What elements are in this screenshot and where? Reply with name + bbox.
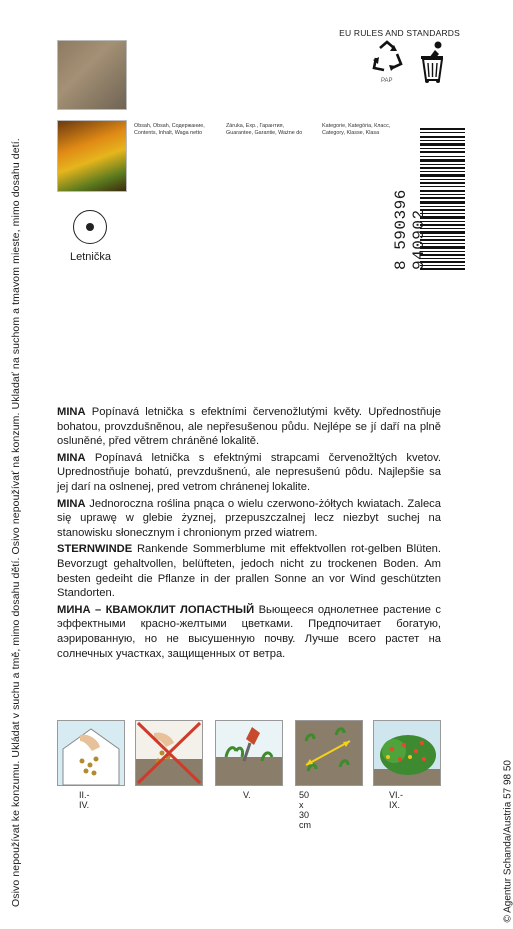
annual-label: Letnička	[70, 251, 111, 263]
desc-pl-text: Jednoroczna roślina pnąca o wielu czerwono-żółtych kwiatach. Zaleca się uprawę w glebie żyznej, przepuszczalnej lecz niezbyt suchej na stanowisku słonecznym i chronionym przed wiatrem.	[57, 497, 441, 539]
flowering-period-label: VI.-IX.	[389, 790, 404, 810]
desc-cz	[57, 405, 441, 449]
desc-cz-text: Popínavá letnička s efektními červenožlutými květy. Upřednostňuje bohatou, provzdušněnou, ale nepřesušenou půdu. Nejlépe se jí daří na plně osluněné, před větrem chráněné lokalitě.	[57, 406, 441, 448]
trash-bin-icon	[413, 40, 451, 84]
pap-label: PAP	[381, 78, 393, 84]
desc-de-text: Rankende Sommerblume mit effektvollen rot-gelben Blüten. Bevorzugt gehaltvollen, belüfteten, jedoch nicht zu trockenen Boden. Am besten gedeiht die Pflanze in der prallen Sonne an vor Wind geschützten Standorten.	[57, 543, 441, 600]
sowing-period-label: II.-IV.	[79, 790, 90, 810]
category-label: Kategorie, Kategória, Класс, Category, Klasse, Klasa	[322, 123, 391, 136]
barcode-number: 8 590396 940902	[392, 189, 428, 270]
side-storage-text: Osivo nepoužívat ke konzumu. Ukládat v suchu a tmě, mimo dosahu dětí. Osivo nepoužívať na konzum. Ukladať na suchom a tmavom mieste, mimo dosahu detí.	[10, 138, 22, 907]
eu-rules-text: EU RULES AND STANDARDS	[339, 28, 460, 38]
planting-trowel-icon	[215, 720, 283, 786]
desc-ru	[57, 603, 441, 661]
contents-label: Obsah, Obsah, Содержание, Contents, Inhalt, Waga netto	[134, 123, 205, 136]
spacing-icon	[295, 720, 363, 786]
recycle-icon	[370, 40, 404, 76]
no-outdoor-sowing-icon	[135, 720, 203, 786]
flower-photo	[57, 120, 127, 192]
flowering-plant-icon	[373, 720, 441, 786]
desc-pl	[57, 497, 441, 541]
description-block	[57, 405, 441, 663]
desc-de	[57, 542, 441, 600]
desc-sk-text: Popínavá letnička s efektnými strapcami červenožltých kvetov. Uprednostňuje bohatú, prevzdušnenú, ale nepresušenú pôdu. Najlepšie sa jej darí na oslnenej, pred vetrom chránenej lokalite.	[57, 451, 441, 493]
planting-period-label: V.	[243, 790, 251, 800]
desc-sk	[57, 451, 441, 495]
desc-sk-head: MINA	[57, 451, 86, 464]
guarantee-label: Záruka, Exp., Гарантия, Guarantee, Garantie, Ważne do	[226, 123, 303, 136]
desc-cz-head: MINA	[57, 406, 86, 418]
full-sun-icon	[73, 210, 107, 244]
seedling-photo	[57, 40, 127, 110]
desc-ru-head: МИНА – КВАМОКЛИТ ЛОПАСТНЫЙ	[57, 603, 255, 616]
desc-de-head: STERNWINDE	[57, 543, 133, 556]
desc-pl-head: MINA	[57, 497, 86, 510]
spacing-label: 50 x 30 cm	[299, 790, 311, 830]
copyright-text: © Agentur Schanda/Austria 57 98 50	[502, 760, 513, 923]
indoor-sowing-icon	[57, 720, 125, 786]
desc-ru-text: Вьющееся однолетнее растение с эффектными красно-желтыми цветками. Предпочитает богатую, аэрированную, но не высушенную почву. Лучше всего растет на солнечных участках, защищенных от ветра.	[57, 603, 441, 660]
